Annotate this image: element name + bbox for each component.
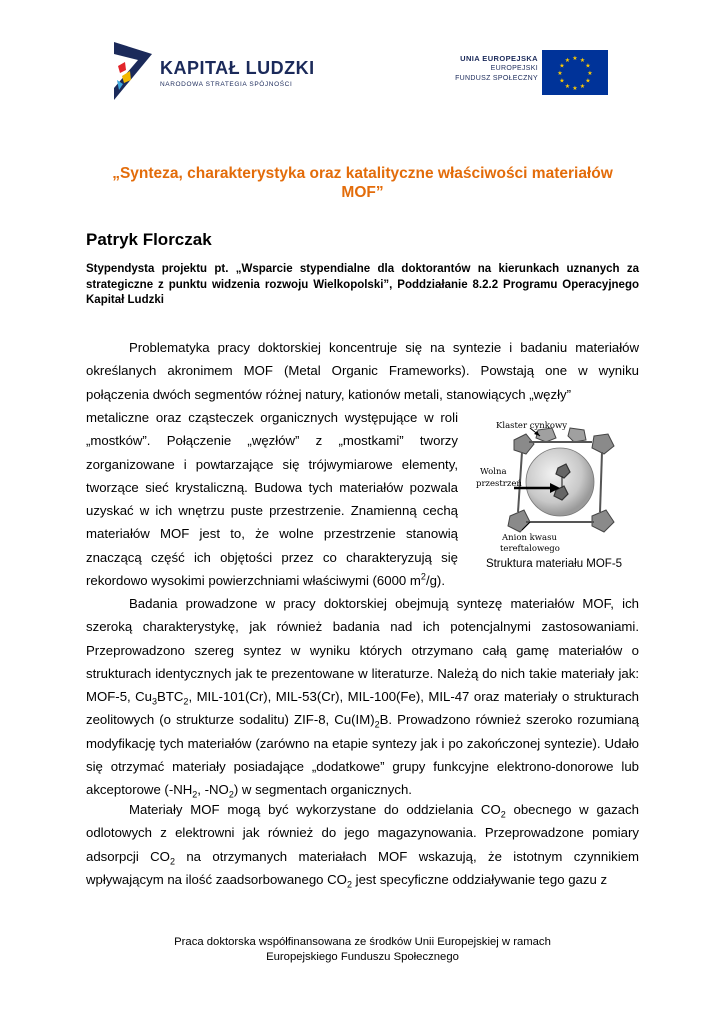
label-anion-2: tereftalowego — [500, 544, 560, 554]
p2-text-5: , -NO — [197, 782, 229, 798]
label-free-space-2: przestrzeń — [476, 479, 522, 489]
kapital-ludzki-emblem-icon — [108, 40, 156, 102]
svg-text:★: ★ — [585, 62, 591, 70]
svg-text:★: ★ — [559, 77, 565, 85]
footer-line-2: Europejskiego Funduszu Społecznego — [266, 951, 459, 963]
p2-sub-1: 3 — [152, 696, 158, 707]
svg-text:★: ★ — [564, 83, 571, 90]
page-footer — [100, 935, 625, 965]
svg-text:★: ★ — [557, 70, 563, 77]
svg-text:★: ★ — [587, 70, 593, 77]
label-anion-1: Anion kwasu — [502, 533, 557, 543]
p3-text-4: jest specyficzne oddziaływanie tego gazu z — [351, 871, 608, 887]
figure-caption: Struktura materiału MOF-5 — [485, 558, 623, 570]
label-zinc-cluster: Klaster cynkowy — [496, 421, 568, 431]
p2-text-3: , MIL-101(Cr), MIL-53(Cr), MIL-100(Fe), MIL-47 oraz materiały o strukturach zeolitowych (o strukturze sodalitu) ZIF-8, Cu(IM) — [86, 689, 640, 728]
p2-text-4: B. Prowadzono również szeroko rozumianą modyfikację tych materiałów (zarówno na etapie syntezy jak i po zakończonej syntezie). Udało się otrzymać materiały posiadające „dodatkowe” grupy funkcyjne elektrono-donorowe lub akceptorowe (-NH — [86, 712, 639, 798]
title-line-2: MOF” — [341, 184, 384, 201]
p2-text-2: BTC — [157, 689, 184, 705]
kapital-ludzki-subtitle: NARODOWA STRATEGIA SPÓJNOŚCI — [160, 81, 293, 88]
svg-text:★: ★ — [572, 55, 578, 62]
superscript: 2 — [420, 571, 426, 582]
paragraph-1-text: metaliczne oraz cząsteczek organicznych występujące w roli „mostków”. Połączenie „węzłów” z „mostkami” tworzy zorganizowane i powtarzające się trójwymiarowe elementy, tworzące sieć krystaliczną. Budowa tych materiałów pozwala uzyskać w ich wnętrzu puste przestrzenie. Znamienną cechą materiałów MOF jest to, że wolne przestrzenie stanowią znaczącą część ich objętości przez co charakteryzują się rekordowo wysokimi powierzchniami właściwymi (6000 m — [86, 410, 458, 589]
paragraph-1-part-b — [86, 406, 458, 592]
kapital-ludzki-logo — [108, 40, 328, 102]
svg-text:★: ★ — [579, 83, 586, 90]
eu-flag-icon — [542, 50, 608, 95]
svg-text:★: ★ — [579, 57, 586, 64]
document-title — [80, 164, 645, 202]
eu-text-block — [455, 54, 538, 83]
p3-text-3: na otrzymanych materiałach MOF wskazują, że istotnym czynnikiem wpływającym na ilość zaadsorbowanego CO — [86, 848, 639, 887]
mof5-structure-image — [474, 412, 634, 560]
p2-sub-3: 2 — [374, 720, 380, 731]
paragraph-1-end: /g). — [425, 573, 445, 589]
p3-sub-1: 2 — [500, 809, 506, 820]
eu-line2: FUNDUSZ SPOŁECZNY — [455, 74, 538, 82]
footer-line-1: Praca doktorska współfinansowana ze środków Unii Europejskiej w ramach — [174, 936, 551, 948]
paragraph-3 — [86, 798, 639, 891]
p2-sub-4: 2 — [192, 790, 198, 801]
svg-text:★: ★ — [564, 57, 571, 64]
eu-logo — [440, 48, 610, 98]
author-name: Patryk Florczak — [86, 230, 212, 249]
affiliation-text: Stypendysta projektu pt. „Wsparcie stypendialne dla doktorantów na kierunkach uznanych za strategiczne z punktu widzenia rozwoju Wielkopolski”, Poddziałanie 8.2.2 Programu Operacyjnego Kapitał Ludzki — [86, 263, 639, 306]
p3-sub-2: 2 — [169, 856, 175, 867]
paragraph-2 — [86, 592, 639, 802]
kapital-ludzki-title: KAPITAŁ LUDZKI — [160, 58, 315, 78]
p2-text-1: Badania prowadzone w pracy doktorskiej obejmują syntezę materiałów MOF, ich szeroką charakterystykę, jak również badania nad ich potencjalnymi zastosowaniami. Przeprowadzono szereg syntez w wyniku których otrzymano całą gamę materiałów o strukturach identycznych jak te prezentowane w literaturze. Należą do nich takie materiały jak: MOF-5, Cu — [86, 596, 639, 705]
paragraph-1-part-a: Problematyka pracy doktorskiej koncentruje się na syntezie i badaniu materiałów określanych akronimem MOF (Metal Organic Frameworks). Powstają one w wyniku połączenia dwóch segmentów różnej natury, kationów metali, stanowiących „węzły” — [86, 340, 639, 402]
svg-text:★: ★ — [572, 85, 578, 92]
eu-title: UNIA EUROPEJSKA — [460, 54, 538, 63]
p2-sub-5: 2 — [228, 790, 234, 801]
p3-text-1: Materiały MOF mogą być wykorzystane do oddzielania CO — [129, 802, 501, 817]
p2-sub-2: 2 — [183, 696, 189, 707]
mof5-structure-figure — [474, 412, 634, 560]
p3-text-2: obecnego w gazach odlotowych z elektrowni jak również do jego magazynowania. Przeprowadzone pomiary adsorpcji CO — [86, 802, 639, 864]
svg-text:★: ★ — [585, 77, 591, 85]
label-free-space-1: Wolna — [480, 467, 507, 477]
p3-sub-3: 2 — [346, 879, 352, 890]
title-line-1: „Synteza, charakterystyka oraz katalityczne właściwości materiałów — [112, 165, 613, 182]
svg-text:★: ★ — [559, 62, 565, 70]
eu-line1: EUROPEJSKI — [490, 65, 538, 72]
p2-text-6: ) w segmentach organicznych. — [233, 782, 412, 798]
